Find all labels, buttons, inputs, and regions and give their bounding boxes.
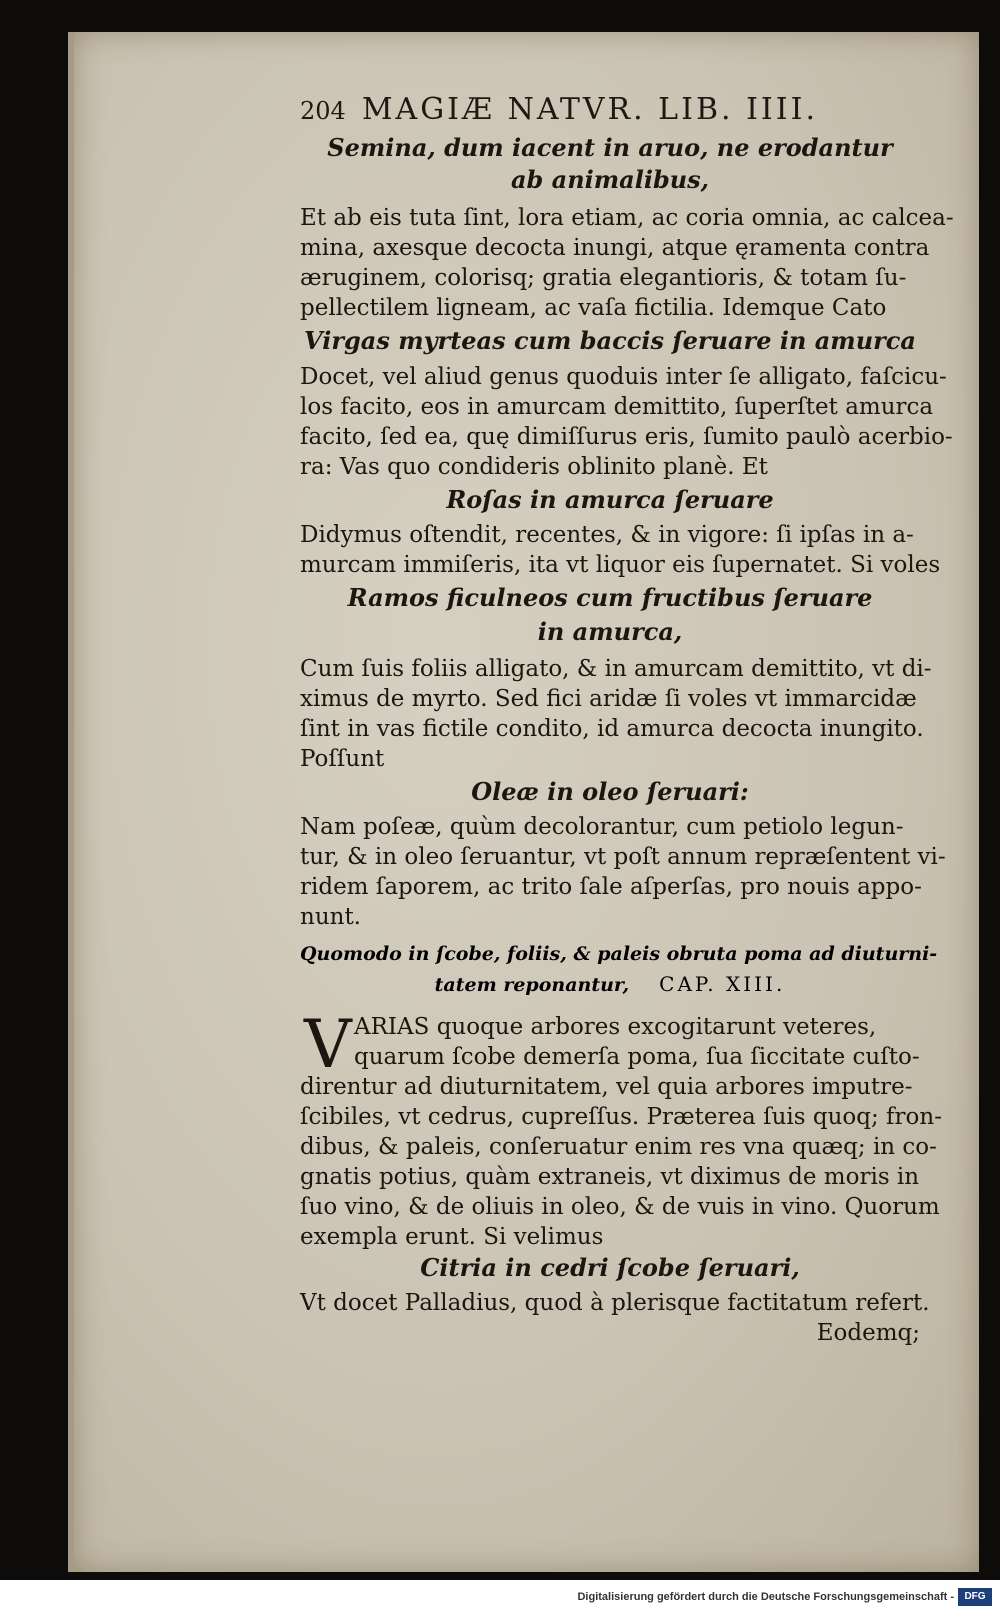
chapter-title-line-2 — [300, 970, 920, 998]
text-line: ſuo vino, & de oliuis in oleo, & de vuis in vino. Quorum — [300, 1194, 940, 1220]
running-title: MAGIÆ NATVR. LIB. IIII. — [361, 92, 819, 127]
section-heading-3: Roſas in amurca ſeruare — [446, 485, 774, 514]
text-line: murcam immiſeris, ita vt liquor eis ſupernatet. Si voles — [300, 552, 941, 578]
section-heading-5: Oleæ in oleo ſeruari: — [471, 777, 749, 806]
page-number: 204 — [300, 97, 346, 125]
section-heading-6: Citria in cedri ſcobe ſeruari, — [420, 1253, 800, 1282]
drop-capital: V — [304, 1006, 352, 1083]
running-head — [300, 92, 920, 132]
text-line: nunt. — [300, 904, 361, 930]
text-line: Vt docet Palladius, quod à plerisque factitatum refert. — [300, 1290, 930, 1316]
text-line: ſcibiles, vt cedrus, cupreſſus. Præterea ſuis quoq; fron- — [300, 1104, 942, 1130]
chapter-title-text: tatem reponantur, — [434, 974, 630, 996]
text-line: ARIAS quoque arbores excogitarunt veteres, — [354, 1014, 877, 1040]
funding-credit: Digitalisierung gefördert durch die Deutsche Forschungsgemeinschaft - — [577, 1591, 954, 1603]
section-heading-1-line-1: Semina, dum iacent in aruo, ne erodantur — [327, 133, 893, 162]
text-line: mina, axesque decocta inungi, atque ęramenta contra — [300, 235, 930, 261]
catchword: Eodemq; — [816, 1320, 920, 1346]
text-line: los facito, eos in amurcam demittito, ſuperſtet amurca — [300, 394, 934, 420]
text-line: Docet, vel aliud genus quoduis inter ſe alligato, faſcicu- — [300, 364, 947, 390]
text-line: Cum ſuis foliis alligato, & in amurcam demittito, vt di- — [300, 656, 932, 682]
section-heading-4-line-1: Ramos ficulneos cum fructibus ſeruare — [347, 583, 873, 612]
text-line: æruginem, colorisq; gratia elegantioris, & totam ſu- — [300, 265, 907, 291]
text-line: ſint in vas fictile condito, id amurca decocta inungito. — [300, 716, 924, 742]
section-heading-4-line-2: in amurca, — [537, 617, 683, 646]
text-line: dibus, & paleis, conſeruatur enim res vna quæq; in co- — [300, 1134, 937, 1160]
chapter-title-line-1: Quomodo in ſcobe, foliis, & paleis obruta poma ad diuturni- — [300, 943, 938, 965]
text-line: ridem ſaporem, ac trito ſale aſperſas, pro nouis appo- — [300, 874, 922, 900]
digitization-footer — [0, 1580, 1000, 1618]
text-line: tur, & in oleo ſeruantur, vt poſt annum repræſentent vi- — [300, 844, 946, 870]
text-line: facito, ſed ea, quę dimiſſurus eris, ſumito paulò acerbio- — [300, 424, 953, 450]
text-line: Nam poſeæ, quùm decolorantur, cum petiolo legun- — [300, 814, 904, 840]
text-line: pellectilem ligneam, ac vaſa fictilia. Idemque Cato — [300, 295, 887, 321]
text-line: quarum ſcobe demerſa poma, ſua ſiccitate cuſto- — [354, 1044, 920, 1070]
text-line: gnatis potius, quàm extraneis, vt diximus de moris in — [300, 1164, 920, 1190]
text-line: Et ab eis tuta ſint, lora etiam, ac coria omnia, ac calcea- — [300, 205, 954, 231]
section-heading-2: Virgas myrteas cum baccis ſeruare in amurca — [304, 326, 916, 355]
dfg-logo: DFG — [958, 1588, 992, 1606]
text-line: Poſſunt — [300, 746, 385, 772]
text-line: exempla erunt. Si velimus — [300, 1224, 604, 1250]
text-line: direntur ad diuturnitatem, vel quia arbores imputre- — [300, 1074, 913, 1100]
chapter-number: CAP. XIII. — [659, 972, 786, 996]
text-line: ra: Vas quo condideris oblinito planè. Et — [300, 454, 768, 480]
text-line: ximus de myrto. Sed fici aridæ ſi voles vt immarcidæ — [300, 686, 917, 712]
section-heading-1-line-2: ab animalibus, — [510, 165, 710, 194]
text-line: Didymus oſtendit, recentes, & in vigore: ſi ipſas in a- — [300, 522, 914, 548]
